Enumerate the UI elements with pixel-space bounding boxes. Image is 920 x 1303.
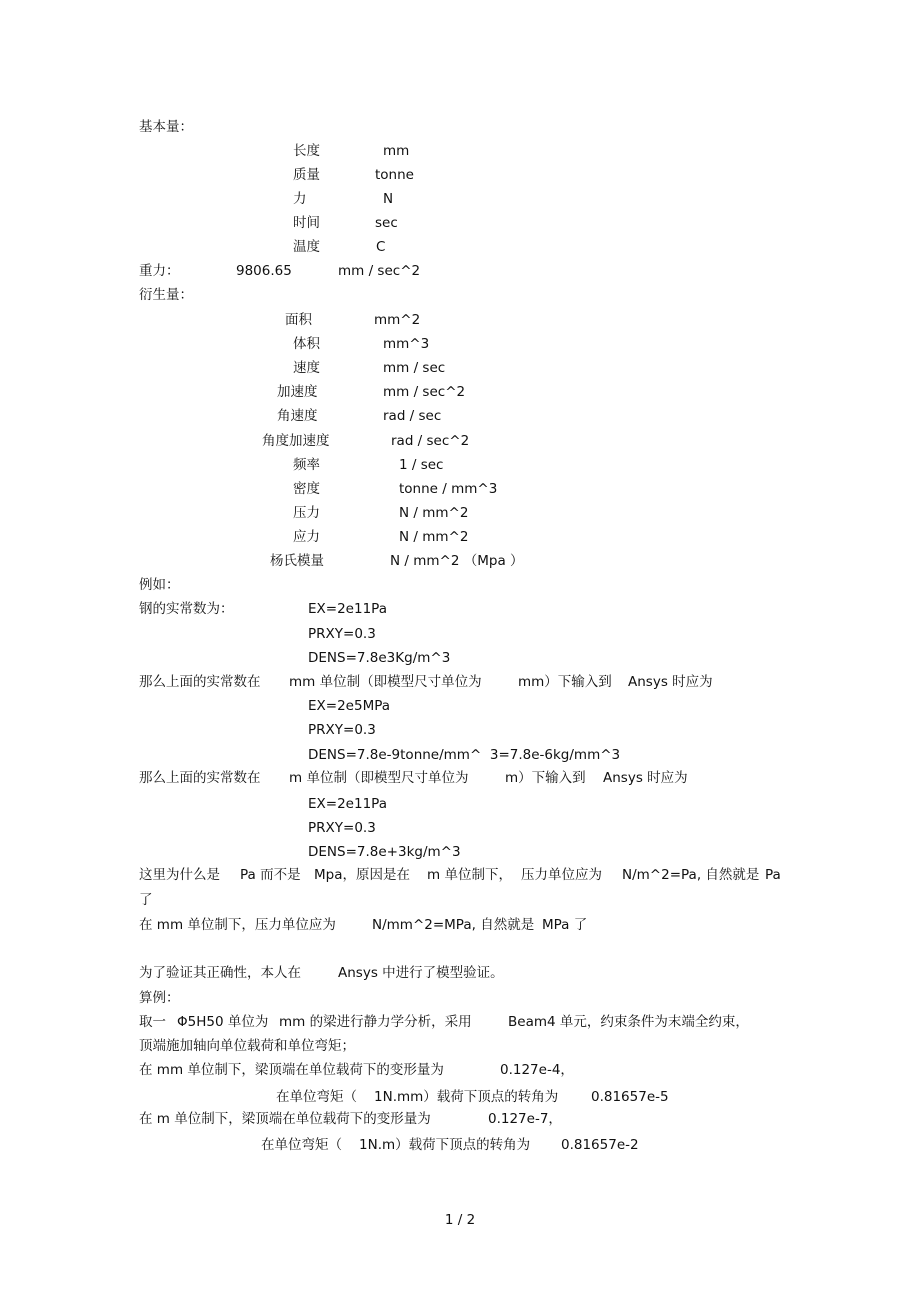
example-header: 例如：: [139, 577, 180, 593]
case-line: Φ5H50 单位为: [177, 1014, 269, 1030]
m-result: 在 m 单位制下，梁顶端在单位载荷下的变形量为: [139, 1111, 431, 1127]
derived-unit-name: 压力: [293, 505, 320, 521]
gravity-value: 9806.65: [236, 263, 292, 279]
mm-value: PRXY=0.3: [308, 722, 376, 738]
mm-value: DENS=7.8e-9tonne/mm^ 3=7.8e-6kg/mm^3: [308, 747, 621, 763]
base-unit-name: 质量: [293, 167, 320, 183]
base-unit-name: 时间: [293, 215, 320, 231]
base-units-header: 基本量：: [139, 119, 193, 135]
derived-unit-name: 角速度: [277, 408, 318, 424]
m-result-value: 0.127e-7，: [488, 1111, 562, 1127]
m-rotation: 1N.m）载荷下顶点的转角为: [359, 1137, 531, 1153]
derived-unit-name: 面积: [285, 312, 312, 328]
derived-unit-name: 密度: [293, 481, 320, 497]
verification-intro: 为了验证其正确性，本人在: [139, 965, 301, 981]
mm-value: EX=2e5MPa: [308, 698, 391, 714]
derived-unit-value: mm^2: [374, 312, 421, 328]
steel-value: DENS=7.8e3Kg/m^3: [308, 650, 451, 666]
derived-unit-value: N / mm^2 （Mpa ）: [390, 553, 524, 569]
m-sentence-part: m）下输入到: [505, 770, 586, 786]
verification-intro: Ansys 中进行了模型验证。: [338, 965, 504, 981]
steel-value: PRXY=0.3: [308, 626, 376, 642]
explanation-continuation: 了: [139, 892, 153, 908]
explanation-part: MPa 了: [542, 917, 588, 933]
m-value: PRXY=0.3: [308, 820, 376, 836]
mm-sentence-part: mm）下输入到: [518, 674, 612, 690]
base-unit-value: tonne: [375, 167, 414, 183]
base-unit-name: 力: [293, 191, 307, 207]
explanation-part: Pa: [765, 867, 781, 883]
m-sentence-part: m 单位制（即模型尺寸单位为: [289, 770, 469, 786]
derived-unit-value: rad / sec: [383, 408, 442, 424]
m-sentence-part: Ansys 时应为: [603, 770, 688, 786]
case-line: mm 的梁进行静力学分析，采用: [279, 1014, 472, 1030]
steel-label: 钢的实常数为：: [139, 601, 234, 617]
explanation-part: N/m^2=Pa, 自然就是: [622, 867, 760, 883]
derived-unit-value: mm / sec^2: [383, 384, 466, 400]
derived-unit-name: 频率: [293, 457, 320, 473]
explanation-part: 这里为什么是: [139, 867, 220, 883]
derived-unit-value: tonne / mm^3: [399, 481, 498, 497]
gravity-unit: mm / sec^2: [338, 263, 421, 279]
m-rotation: 在单位弯矩（: [261, 1137, 342, 1153]
m-sentence-part: 那么上面的实常数在: [139, 770, 261, 786]
base-unit-value: sec: [375, 215, 398, 231]
derived-unit-value: N / mm^2: [399, 505, 469, 521]
mm-result-value: 0.127e-4，: [500, 1062, 574, 1078]
explanation-part: Pa 而不是: [240, 867, 301, 883]
m-value: DENS=7.8e+3kg/m^3: [308, 844, 461, 860]
derived-unit-value: N / mm^2: [399, 529, 469, 545]
explanation-part: 压力单位应为: [521, 867, 602, 883]
m-rotation-value: 0.81657e-2: [561, 1137, 639, 1153]
base-unit-value: N: [383, 191, 394, 207]
mm-sentence-part: 那么上面的实常数在: [139, 674, 261, 690]
gravity-label: 重力：: [139, 263, 180, 279]
mm-sentence-part: Ansys 时应为: [628, 674, 713, 690]
base-unit-name: 长度: [293, 143, 320, 159]
derived-units-header: 衍生量：: [139, 287, 193, 303]
explanation-part: N/mm^2=MPa, 自然就是: [372, 917, 535, 933]
derived-unit-name: 加速度: [277, 384, 318, 400]
mm-rotation-value: 0.81657e-5: [591, 1089, 669, 1105]
mm-rotation: 在单位弯矩（: [276, 1089, 357, 1105]
derived-unit-name: 速度: [293, 360, 320, 376]
derived-unit-value: mm / sec: [383, 360, 446, 376]
mm-rotation: 1N.mm）载荷下顶点的转角为: [374, 1089, 559, 1105]
m-value: EX=2e11Pa: [308, 796, 387, 812]
derived-unit-value: mm^3: [383, 336, 430, 352]
steel-value: EX=2e11Pa: [308, 601, 387, 617]
case-line: Beam4 单元，约束条件为末端全约束，: [508, 1014, 749, 1030]
case-header: 算例：: [139, 990, 180, 1006]
base-unit-name: 温度: [293, 239, 320, 255]
base-unit-value: C: [376, 239, 386, 255]
case-line: 顶端施加轴向单位载荷和单位弯矩；: [139, 1038, 355, 1054]
derived-unit-name: 杨氏模量: [270, 553, 324, 569]
explanation-part: Mpa，原因是在: [314, 867, 410, 883]
derived-unit-name: 应力: [293, 529, 320, 545]
derived-unit-value: 1 / sec: [399, 457, 444, 473]
mm-sentence-part: mm 单位制（即模型尺寸单位为: [289, 674, 482, 690]
derived-unit-value: rad / sec^2: [391, 433, 470, 449]
explanation-part: 在 mm 单位制下，压力单位应为: [139, 917, 336, 933]
derived-unit-name: 体积: [293, 336, 320, 352]
base-unit-value: mm: [383, 143, 410, 159]
case-line: 取一: [139, 1014, 166, 1030]
explanation-part: m 单位制下，: [427, 867, 512, 883]
page-number: 1 / 2: [444, 1212, 476, 1228]
mm-result: 在 mm 单位制下，梁顶端在单位载荷下的变形量为: [139, 1062, 444, 1078]
derived-unit-name: 角度加速度: [262, 433, 330, 449]
